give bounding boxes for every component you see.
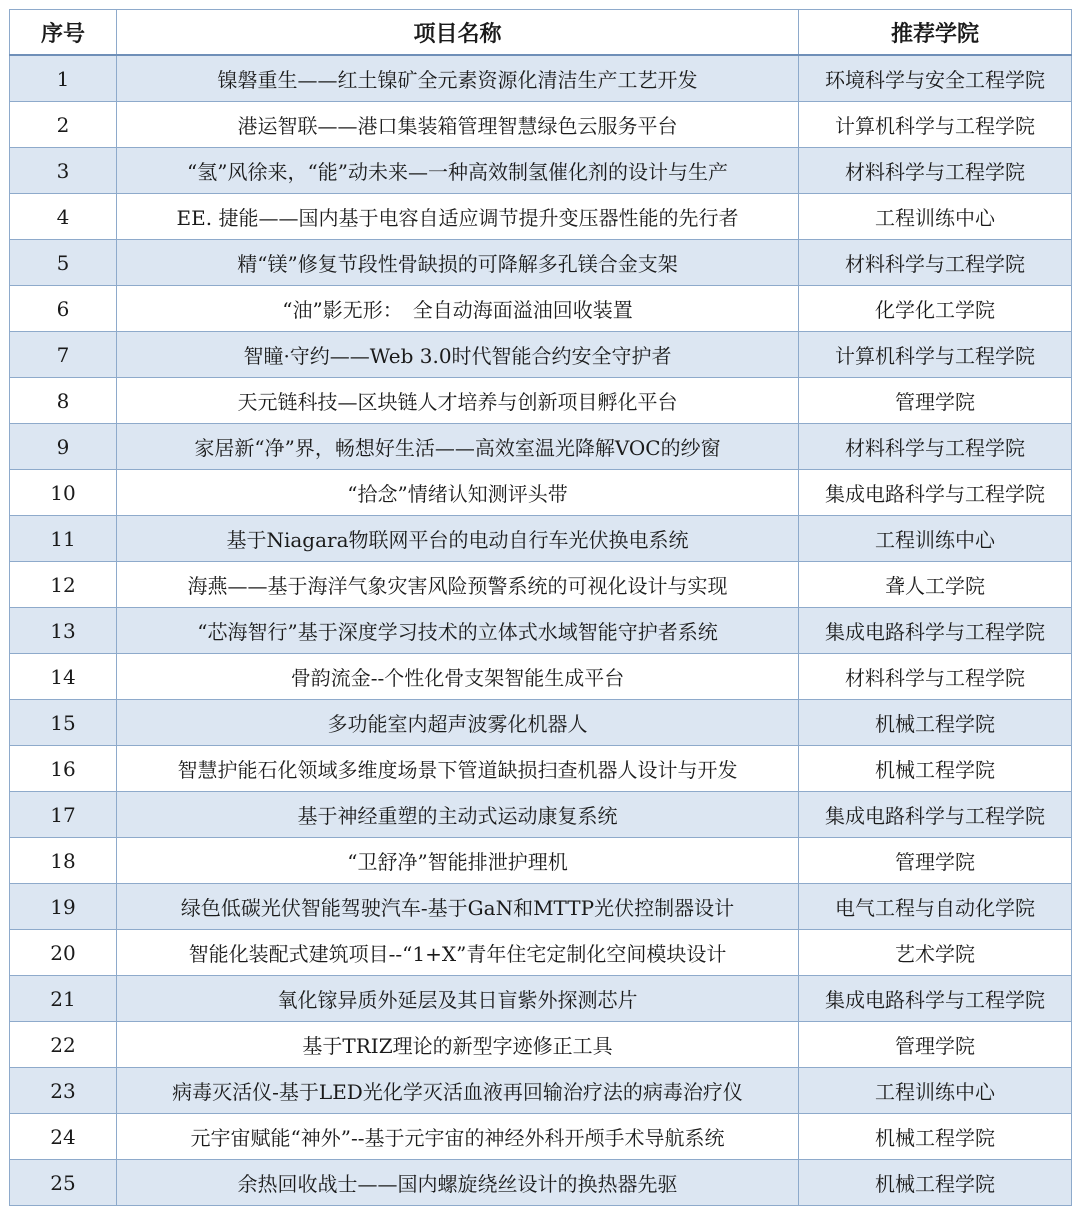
cell-college: 艺术学院 bbox=[799, 930, 1072, 976]
table-row bbox=[10, 55, 1072, 102]
cell-index: 13 bbox=[10, 608, 117, 654]
cell-index: 9 bbox=[10, 424, 117, 470]
cell-project-name: 智能化装配式建筑项目--“1+X”青年住宅定制化空间模块设计 bbox=[117, 930, 799, 976]
cell-index: 12 bbox=[10, 562, 117, 608]
cell-index: 17 bbox=[10, 792, 117, 838]
header-project-name: 项目名称 bbox=[117, 10, 799, 56]
cell-index: 2 bbox=[10, 102, 117, 148]
table-row bbox=[10, 240, 1072, 286]
cell-index: 24 bbox=[10, 1114, 117, 1160]
table-row bbox=[10, 470, 1072, 516]
cell-index: 1 bbox=[10, 55, 117, 102]
table-row bbox=[10, 378, 1072, 424]
table-row bbox=[10, 884, 1072, 930]
project-table bbox=[9, 9, 1072, 1206]
cell-project-name: “拾念”情绪认知测评头带 bbox=[117, 470, 799, 516]
cell-project-name: 精“镁”修复节段性骨缺损的可降解多孔镁合金支架 bbox=[117, 240, 799, 286]
cell-project-name: 港运智联——港口集装箱管理智慧绿色云服务平台 bbox=[117, 102, 799, 148]
cell-college: 管理学院 bbox=[799, 838, 1072, 884]
cell-index: 16 bbox=[10, 746, 117, 792]
cell-college: 机械工程学院 bbox=[799, 1160, 1072, 1206]
header-index: 序号 bbox=[10, 10, 117, 56]
cell-college: 材料科学与工程学院 bbox=[799, 654, 1072, 700]
table-row bbox=[10, 1022, 1072, 1068]
cell-project-name: 病毒灭活仪-基于LED光化学灭活血液再回输治疗法的病毒治疗仪 bbox=[117, 1068, 799, 1114]
cell-college: 电气工程与自动化学院 bbox=[799, 884, 1072, 930]
cell-index: 20 bbox=[10, 930, 117, 976]
cell-project-name: “氢”风徐来，“能”动未来—一种高效制氢催化剂的设计与生产 bbox=[117, 148, 799, 194]
cell-index: 21 bbox=[10, 976, 117, 1022]
cell-index: 8 bbox=[10, 378, 117, 424]
cell-college: 机械工程学院 bbox=[799, 700, 1072, 746]
cell-index: 15 bbox=[10, 700, 117, 746]
cell-project-name: 智慧护能石化领域多维度场景下管道缺损扫查机器人设计与开发 bbox=[117, 746, 799, 792]
table-row bbox=[10, 746, 1072, 792]
cell-college: 环境科学与安全工程学院 bbox=[799, 55, 1072, 102]
table-row bbox=[10, 148, 1072, 194]
cell-project-name: 天元链科技—区块链人才培养与创新项目孵化平台 bbox=[117, 378, 799, 424]
table-row bbox=[10, 194, 1072, 240]
cell-college: 管理学院 bbox=[799, 378, 1072, 424]
cell-college: 集成电路科学与工程学院 bbox=[799, 470, 1072, 516]
project-table-container bbox=[9, 9, 1071, 1206]
cell-project-name: “卫舒净”智能排泄护理机 bbox=[117, 838, 799, 884]
cell-index: 4 bbox=[10, 194, 117, 240]
cell-index: 10 bbox=[10, 470, 117, 516]
cell-project-name: 基于Niagara物联网平台的电动自行车光伏换电系统 bbox=[117, 516, 799, 562]
cell-college: 聋人工学院 bbox=[799, 562, 1072, 608]
cell-index: 18 bbox=[10, 838, 117, 884]
cell-project-name: 骨韵流金--个性化骨支架智能生成平台 bbox=[117, 654, 799, 700]
table-row bbox=[10, 516, 1072, 562]
cell-college: 材料科学与工程学院 bbox=[799, 148, 1072, 194]
cell-college: 集成电路科学与工程学院 bbox=[799, 792, 1072, 838]
cell-project-name: “油”影无形： 全自动海面溢油回收装置 bbox=[117, 286, 799, 332]
cell-college: 材料科学与工程学院 bbox=[799, 240, 1072, 286]
cell-index: 14 bbox=[10, 654, 117, 700]
cell-index: 3 bbox=[10, 148, 117, 194]
cell-project-name: 元宇宙赋能“神外”--基于元宇宙的神经外科开颅手术导航系统 bbox=[117, 1114, 799, 1160]
cell-project-name: “芯海智行”基于深度学习技术的立体式水域智能守护者系统 bbox=[117, 608, 799, 654]
cell-index: 25 bbox=[10, 1160, 117, 1206]
cell-project-name: 氧化镓异质外延层及其日盲紫外探测芯片 bbox=[117, 976, 799, 1022]
cell-index: 7 bbox=[10, 332, 117, 378]
table-row bbox=[10, 286, 1072, 332]
cell-project-name: 智瞳·守约——Web 3.0时代智能合约安全守护者 bbox=[117, 332, 799, 378]
table-row bbox=[10, 838, 1072, 884]
cell-college: 材料科学与工程学院 bbox=[799, 424, 1072, 470]
table-row bbox=[10, 332, 1072, 378]
cell-index: 6 bbox=[10, 286, 117, 332]
cell-index: 22 bbox=[10, 1022, 117, 1068]
table-row bbox=[10, 1160, 1072, 1206]
cell-project-name: 基于TRIZ理论的新型字迹修正工具 bbox=[117, 1022, 799, 1068]
cell-project-name: 家居新“净”界，畅想好生活——高效室温光降解VOC的纱窗 bbox=[117, 424, 799, 470]
cell-index: 23 bbox=[10, 1068, 117, 1114]
cell-college: 机械工程学院 bbox=[799, 746, 1072, 792]
cell-index: 11 bbox=[10, 516, 117, 562]
header-college: 推荐学院 bbox=[799, 10, 1072, 56]
cell-index: 19 bbox=[10, 884, 117, 930]
cell-college: 集成电路科学与工程学院 bbox=[799, 608, 1072, 654]
cell-college: 工程训练中心 bbox=[799, 194, 1072, 240]
cell-college: 机械工程学院 bbox=[799, 1114, 1072, 1160]
cell-project-name: 镍磐重生——红土镍矿全元素资源化清洁生产工艺开发 bbox=[117, 55, 799, 102]
cell-college: 计算机科学与工程学院 bbox=[799, 332, 1072, 378]
cell-project-name: 余热回收战士——国内螺旋绕丝设计的换热器先驱 bbox=[117, 1160, 799, 1206]
cell-college: 管理学院 bbox=[799, 1022, 1072, 1068]
table-row bbox=[10, 930, 1072, 976]
table-row bbox=[10, 1114, 1072, 1160]
cell-college: 工程训练中心 bbox=[799, 1068, 1072, 1114]
cell-project-name: 基于神经重塑的主动式运动康复系统 bbox=[117, 792, 799, 838]
cell-project-name: 绿色低碳光伏智能驾驶汽车-基于GaN和MTTP光伏控制器设计 bbox=[117, 884, 799, 930]
table-row bbox=[10, 608, 1072, 654]
cell-college: 工程训练中心 bbox=[799, 516, 1072, 562]
table-header-row bbox=[10, 10, 1072, 56]
table-row bbox=[10, 102, 1072, 148]
table-row bbox=[10, 700, 1072, 746]
cell-college: 集成电路科学与工程学院 bbox=[799, 976, 1072, 1022]
table-row bbox=[10, 424, 1072, 470]
table-row bbox=[10, 1068, 1072, 1114]
table-row bbox=[10, 792, 1072, 838]
table-row bbox=[10, 654, 1072, 700]
cell-college: 计算机科学与工程学院 bbox=[799, 102, 1072, 148]
cell-project-name: EE. 捷能——国内基于电容自适应调节提升变压器性能的先行者 bbox=[117, 194, 799, 240]
cell-college: 化学化工学院 bbox=[799, 286, 1072, 332]
cell-project-name: 海燕——基于海洋气象灾害风险预警系统的可视化设计与实现 bbox=[117, 562, 799, 608]
cell-project-name: 多功能室内超声波雾化机器人 bbox=[117, 700, 799, 746]
table-row bbox=[10, 976, 1072, 1022]
cell-index: 5 bbox=[10, 240, 117, 286]
table-row bbox=[10, 562, 1072, 608]
